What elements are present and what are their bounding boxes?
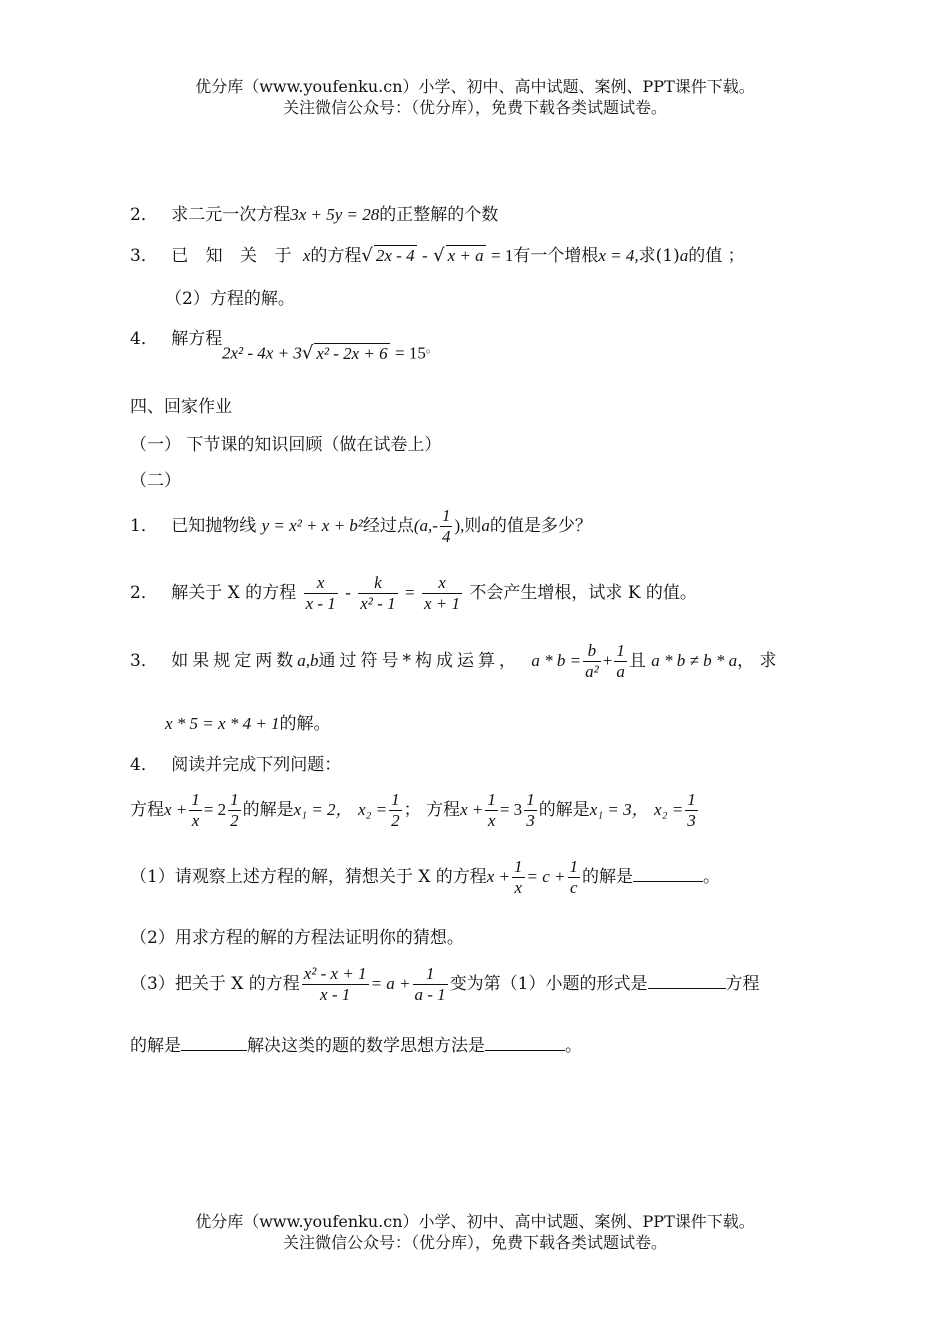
footer-line-1: 优分库（www.youfenku.cn）小学、初中、高中试题、案例、PPT课件下载。	[195, 1212, 755, 1231]
equals-2: = 3	[499, 800, 523, 819]
minus-sign: -	[345, 583, 351, 602]
example-label-2: 方程	[426, 800, 461, 820]
fraction	[685, 790, 698, 831]
parabola-equation: y = x² + x + b²	[261, 516, 363, 535]
subsection-2: （二）	[130, 471, 181, 491]
part-text-tail: 变为第（1）小题的形式是	[449, 974, 648, 994]
question-text-mid: 的方程	[310, 246, 362, 266]
question-number: 3．	[130, 246, 158, 266]
radical-sign: √	[433, 245, 445, 266]
numerator: 1	[391, 790, 400, 809]
denominator: a	[616, 662, 625, 681]
lhs: x +	[486, 867, 511, 886]
period: 。	[703, 867, 721, 887]
root-x2-b-lhs: x₂ =	[654, 800, 684, 819]
denominator: x	[514, 878, 523, 897]
fraction	[189, 790, 202, 831]
question-text-mid: 经过点	[362, 516, 414, 536]
denominator: a - 1	[414, 985, 446, 1004]
question-number: 4．	[130, 329, 158, 349]
example-line	[130, 790, 700, 831]
point-close: ),则	[454, 516, 482, 535]
numerator: 1	[413, 964, 448, 985]
question-a3-line2: （2）方程的解。	[165, 289, 295, 309]
numerator: x	[304, 573, 338, 594]
part-text-end: 方程	[725, 974, 760, 994]
solution-text-2: 的解是	[538, 800, 590, 820]
fraction-2	[614, 641, 627, 682]
denominator: 3	[526, 811, 535, 830]
inequality: a * b ≠ b * a	[651, 651, 738, 670]
numerator: b	[583, 641, 601, 662]
question-text: 解方程	[171, 329, 223, 349]
denominator: x	[487, 811, 496, 830]
question-text: 求二元一次方程	[171, 205, 291, 225]
question-b4-part1	[130, 857, 720, 898]
radicand: x² - 2x + 6	[316, 343, 388, 363]
question-b4	[130, 750, 341, 775]
question-text: 已知抛物线	[171, 516, 257, 536]
definition-left: a * b =	[531, 651, 582, 670]
mixed-fraction-2	[524, 790, 537, 831]
fraction-1	[304, 573, 338, 614]
equation: 3x + 5y = 28	[290, 205, 380, 224]
lhs-2: x +	[460, 800, 484, 819]
question-end: 的值 ；	[688, 246, 745, 266]
fraction	[568, 857, 581, 898]
separator: ；	[403, 800, 421, 820]
radical-sign: √	[301, 342, 314, 364]
part-text: （1）请观察上述方程的解，猜想关于 X 的方程	[130, 867, 487, 887]
part-text-mid: 解决这类的题的数学思想方法是	[247, 1036, 485, 1056]
question-text-root: 有一个增根	[513, 246, 599, 266]
section-title: 四、回家作业	[130, 397, 232, 417]
equation-right: = 15	[395, 343, 426, 363]
equals-sign: =	[404, 583, 415, 602]
question-number: 3．	[130, 651, 158, 671]
numerator: k	[358, 573, 397, 594]
radicand-1: 2x - 4	[375, 246, 415, 265]
question-b4-part2: （2）用求方程的解的方程法证明你的猜想。	[130, 928, 464, 948]
footer-line-2: 关注微信公众号：（优分库），免费下载各类试题试卷。	[282, 1233, 667, 1252]
question-number: 4．	[130, 755, 158, 775]
answer-blank[interactable]	[648, 974, 726, 989]
question-text: 解关于 X 的方程	[171, 583, 297, 603]
fraction-2	[358, 573, 397, 614]
solution-text: 的解是	[242, 800, 294, 820]
rhs: = c +	[526, 867, 566, 886]
conjunction: 且	[628, 651, 646, 671]
example-label: 方程	[130, 800, 164, 820]
question-number: 2．	[130, 583, 158, 603]
question-text-tail: 的解。	[279, 714, 331, 734]
numerator: 1	[569, 857, 579, 876]
root-x1-b: x₁ = 3，	[589, 800, 649, 819]
answer-blank[interactable]	[485, 1036, 565, 1051]
variable-a: a	[481, 516, 490, 535]
numerator: 1	[230, 790, 239, 809]
denominator: c	[569, 878, 578, 897]
fraction	[512, 857, 525, 898]
denominator: x - 1	[305, 594, 336, 613]
equation-a4	[222, 339, 438, 364]
numerator: 1	[191, 790, 200, 809]
mixed-fraction	[228, 790, 241, 831]
question-a4	[130, 324, 222, 349]
denominator: 2	[391, 811, 400, 830]
question-b3	[130, 641, 776, 682]
plus-sign: +	[602, 651, 613, 670]
subsection-1: （一） 下节课的知识回顾（做在试卷上）	[130, 435, 442, 455]
numerator: 1	[526, 790, 535, 809]
equation-left: 2x² - 4x + 3	[222, 343, 302, 363]
question-text-mid: 通过符号*构成运算，	[318, 651, 520, 671]
variable-x: x	[302, 246, 311, 265]
rhs: = a +	[370, 974, 411, 993]
radical-sign: √	[361, 245, 373, 266]
numerator: x	[422, 573, 462, 594]
denominator: a²	[585, 662, 599, 681]
numerator: 1	[616, 641, 625, 660]
denominator: 3	[687, 811, 696, 830]
point-open: (a,-	[413, 516, 438, 535]
fraction	[440, 506, 453, 547]
part-text-tail: 的解是	[582, 867, 634, 887]
question-b4-part3	[130, 964, 760, 1005]
equals: = 2	[203, 800, 227, 819]
question-ask: 求(1)	[638, 246, 680, 266]
question-text: 如果规定两数	[171, 651, 298, 671]
radicand-2: x + a	[447, 246, 484, 265]
part-text: 的解是	[130, 1036, 181, 1056]
header-line-1: 优分库（www.youfenku.cn）小学、初中、高中试题、案例、PPT课件下载。	[195, 77, 755, 96]
question-number: 1．	[130, 516, 158, 536]
fraction	[485, 790, 498, 831]
root-x1: x₁ = 2，	[293, 800, 353, 819]
fraction-1	[583, 641, 601, 682]
variables: a,b	[297, 651, 319, 670]
question-text-tail: 的正整解的个数	[379, 205, 499, 225]
lhs: x +	[164, 800, 188, 819]
denominator: x + 1	[423, 594, 461, 613]
denominator: x - 1	[320, 985, 351, 1004]
question-b4-part3-line2	[130, 1031, 582, 1056]
question-text-tail: 不会产生增根，试求 K 的值。	[469, 583, 697, 603]
equation: x * 5 = x * 4 + 1	[165, 714, 280, 733]
fraction-3	[422, 573, 462, 614]
question-text: 阅读并完成下列问题：	[171, 755, 342, 775]
question-b3-line2	[165, 709, 331, 734]
denominator: x	[191, 811, 200, 830]
equation-tail: = 1	[491, 246, 514, 265]
numerator: 1	[487, 790, 496, 809]
header-line-2: 关注微信公众号：（优分库），免费下载各类试题试卷。	[282, 98, 667, 117]
period: 。	[425, 341, 438, 355]
fraction	[389, 790, 402, 831]
question-text: 已 知 关 于	[171, 246, 298, 266]
numerator: 1	[441, 506, 451, 525]
denominator: 2	[230, 811, 239, 830]
question-a2	[130, 200, 498, 225]
question-a3	[130, 241, 745, 266]
minus-sign: -	[422, 246, 428, 265]
fraction	[302, 964, 369, 1005]
question-end: ， 求	[737, 651, 777, 671]
question-number: 2．	[130, 205, 158, 225]
numerator: x² - x + 1	[303, 964, 367, 983]
denominator: x² - 1	[360, 594, 396, 613]
question-b1	[130, 506, 592, 547]
root-x2-lhs: x₂ =	[357, 800, 388, 819]
part-text: （3）把关于 X 的方程	[130, 974, 300, 994]
numerator: 1	[687, 790, 696, 809]
numerator: 1	[514, 857, 523, 876]
answer-blank[interactable]	[633, 867, 703, 882]
answer-blank[interactable]	[181, 1036, 247, 1051]
root-value: x = 4,	[598, 246, 639, 265]
question-end: 的值是多少？	[489, 516, 592, 536]
fraction	[413, 964, 448, 1005]
question-b2	[130, 573, 697, 614]
denominator: 4	[441, 527, 451, 546]
period: 。	[565, 1036, 582, 1056]
variable-a: a	[679, 246, 689, 265]
